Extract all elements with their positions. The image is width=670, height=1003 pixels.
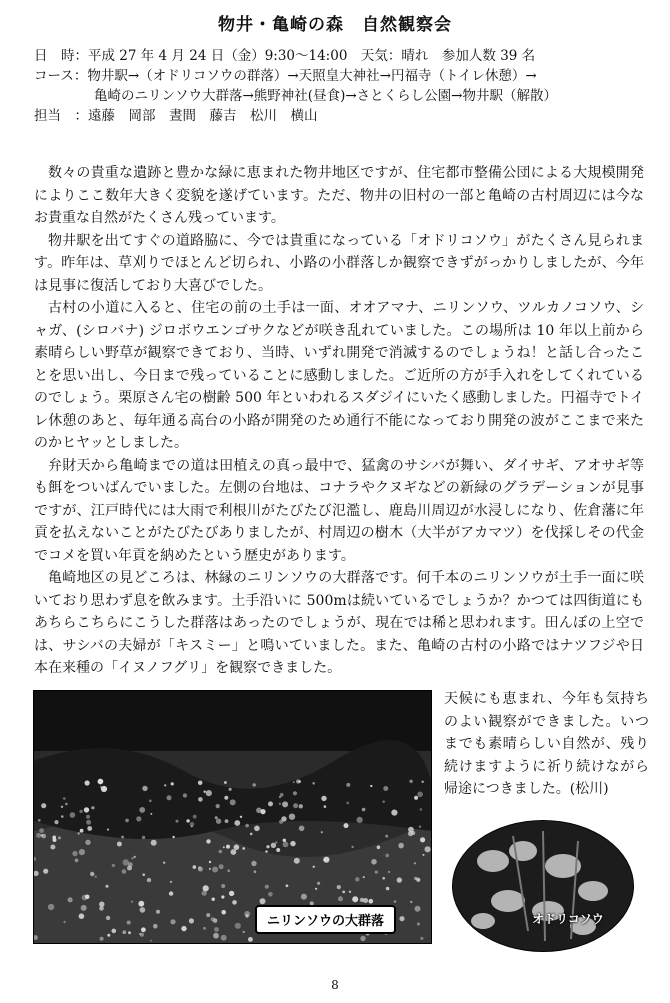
page-number: 8	[331, 978, 339, 992]
event-date-line: 日 時：平成 27 年 4 月 24 日（金）9:30～14:00 天気：晴れ 参加人数 39 名	[34, 48, 536, 64]
article-title: 物井・亀崎の森 自然観察会	[218, 15, 452, 35]
odorikosou-image	[453, 821, 633, 951]
round-photo-caption: オドリコソウ	[532, 912, 604, 926]
paragraph: 物井駅を出てすぐの道路脇に、今では貴重になっている「オドリコソウ」がたくさん見られます。昨年は、草刈りでほとんど切られ、小路の小群落しか観察できずがっかりしましたが、今年は見事に復活しており大喜びでした。	[34, 232, 644, 294]
paragraph: 弁財天から亀崎までの道は田植えの真っ最中で、猛禽のサシバが舞い、ダイサギ、アオサギ等も餌をついばんでいました。左側の台地は、コナラやクヌギなどの新緑のグラデーションが見事ですが、江戸時代には大雨で利根川がたびたび氾濫し、鹿島川周辺が水浸しになり、佐倉藩に年貢を払えないことがたびたびありましたが、村周辺の樹木（大半がアカマツ）を伐採しその代金でコメを買い年貢を納めたという歴史があります。	[34, 457, 644, 564]
paragraph: 数々の貴重な遺跡と豊かな緑に恵まれた物井地区ですが、住宅都市整備公団による大規模開発によりここ数年大きく変貌を遂げています。ただ、物井の旧村の一部と亀崎の古村周辺には今なお貴重な自然がたくさん残っています。	[34, 165, 644, 226]
staff-line: 担当 ：遠藤 岡部 晝間 藤吉 松川 横山	[34, 108, 318, 124]
event-details	[34, 46, 557, 126]
closing-paragraph: 天候にも恵まれ、今年も気持ちのよい観察ができました。いつまでも素晴らしい自然が、残り続けますように祈り続けながら帰途につきました。(松川)	[444, 691, 649, 797]
odorikosou-photo	[452, 820, 634, 952]
article-body	[34, 162, 644, 680]
paragraph: 亀崎地区の見どころは、林縁のニリンソウの大群落です。何千本のニリンソウが土手一面に咲いており思わず息を飲みます。土手沿いに 500mは続いているでしょうか？かつては四街道にもあちらこちらにこうした群落はあったのでしょうが、現在では稀と思われます。田んぼの上空では、サシバの夫婦が「キスミー」と鳴いていました。また、亀崎の古村の小路ではナツフジや日本在来種の「イヌノフグリ」を観察できました。	[34, 570, 644, 676]
main-photo-caption: ニリンソウの大群落	[255, 905, 396, 934]
course-line-1: コース：物井駅→（オドリコソウの群落）→天照皇大神社→円福寺（トイレ休憩）→	[34, 68, 537, 84]
paragraph: 古村の小道に入ると、住宅の前の土手は一面、オオアマナ、ニリンソウ、ツルカノコソウ、シャガ、(シロバナ) ジロボウエンゴサクなどが咲き乱れていました。この場所は 10 年以上前から素晴らしい野草が観察できており、当時、いずれ開発で消滅するのでしょうね！と話し合ったことを思い出し、今日まで残っていることに感動しました。ご近所の方が手入れをしてくれているのでしょう。栗原さん宅の樹齢 500 年といわれるスダジイにいたく感動しました。円福寺でトイレ休憩のあと、毎年通る高台の小路が開発のため通行不能になっており開発の波がここまで来たのかヒヤッとしました。	[34, 300, 644, 451]
course-line-2: 亀崎のニリンソウ大群落→熊野神社(昼食)→さとくらし公園→物井駅（解散）	[94, 88, 557, 104]
